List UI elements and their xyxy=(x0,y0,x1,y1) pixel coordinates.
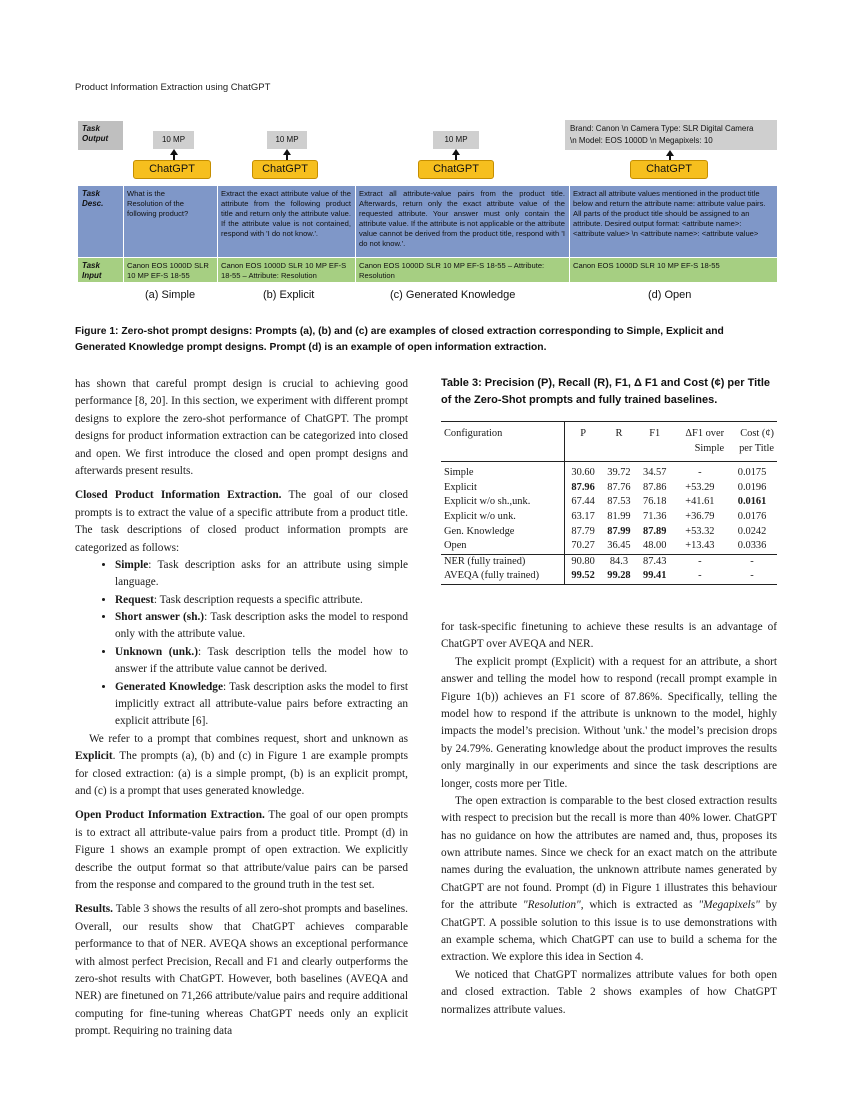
table-row: Explicit 87.96 87.76 87.86 +53.29 0.0196 xyxy=(441,481,777,496)
output-box-b: 10 MP xyxy=(267,131,307,149)
input-d: Canon EOS 1000D SLR 10 MP EF-S 18-55 xyxy=(573,261,720,270)
chatgpt-box-a: ChatGPT xyxy=(133,160,211,179)
right-column xyxy=(441,619,777,1019)
chatgpt-box-c: ChatGPT xyxy=(418,160,494,179)
table-caption: Table 3: Precision (P), Recall (R), F1, Δ F1 and Cost (¢) per Title of the Zero-Shot prompts and fully trained baselines. xyxy=(441,377,771,406)
subcaption-d: (d) Open xyxy=(648,289,692,301)
row-label-output: Task Output xyxy=(78,121,123,150)
output-box-c: 10 MP xyxy=(433,131,479,149)
table-row: Open 70.27 36.45 48.00 +13.43 0.0336 xyxy=(441,539,777,554)
table-row: Explicit w/o sh.,unk. 67.44 87.53 76.18 +41.61 0.0161 xyxy=(441,495,777,510)
bullet-list xyxy=(75,557,408,731)
desc-c: Extract all attribute-value pairs from the product title. Afterwards, return only the exact attribute value of the requested attribute. Your answer must only contain the attribute value. If the attribute is not applicable or the attribute value cannot be derived from the product title, respond with 'I do not know.'. xyxy=(359,189,565,249)
paragraph: The open extraction is comparable to the best closed extraction results with respect to precision but the recall is more than 40% lower. ChatGPT has no guidance on how the attributes are named and, thus, proposes its own attribute names. Since we check for an exact match on the attribute names during the evaluation, the unknown attribute names generated by ChatGPT are not found. Prompt (d) in Figure 1 illustrates this behaviour for the attribute "Resolution", which is extracted as "Megapixels" by ChatGPT. A possible solution to this issue is to use demonstrations with an example schema, which ChatGPT can use to build a schema for the extraction. We explore this idea in Section 4. xyxy=(441,794,777,964)
section-heading: Results. xyxy=(75,903,113,916)
chatgpt-box-d: ChatGPT xyxy=(630,160,708,179)
list-item: • Unknown (unk.): Task description tells the model how to answer if the attribute value cannot be derived. xyxy=(115,644,408,679)
paragraph: for task-specific finetuning to achieve these results is an advantage of ChatGPT over AVEQA and NER. xyxy=(441,621,777,651)
results-table xyxy=(441,421,777,585)
paragraph-closed: Closed Product Information Extraction. The goal of our closed prompts is to extract the value of a specific attribute from a product title. The task descriptions of closed product information prompts are categorized as follows: xyxy=(75,489,408,554)
paragraph: The explicit prompt (Explicit) with a request for an attribute, a short answer and telling the model how to respond (recall prompt example in Figure 1(b)) achieves an F1 score of 87.86%. Specifically, telling the model how to respond if the attribute is unknown to the model, highly impacts the model’s precision. Without 'unk.' the model’s precision drops by 24.79%. Generating knowledge about the product improves the results only marginally in our experiments and since the task descriptions are longer, costs more per Title. xyxy=(441,655,777,790)
list-item: • Generated Knowledge: Task description asks the model to first implicitly extract all attribute-value pairs before extracting an explicit attribute [6]. xyxy=(115,679,408,731)
desc-b: Extract the exact attribute value of the attribute from the following product title and return only the attribute value. If the attribute value is not contained, respond with 'I do not know.'. xyxy=(221,189,351,239)
table-row: AVEQA (fully trained) 99.52 99.28 99.41 - - xyxy=(441,569,777,584)
subcaption-c: (c) Generated Knowledge xyxy=(390,289,516,301)
list-item: • Simple: Task description asks for an attribute using simple language. xyxy=(115,557,408,592)
paragraph: has shown that careful prompt design is crucial to achieving good performance [8, 20]. In this section, we experiment with different prompt designs to explore the zero-shot performance of ChatGPT. The prompt designs for product information extraction can be categorized into closed and open. We first introduce the closed and open prompt designs and afterwards present results. xyxy=(75,378,408,477)
input-a: Canon EOS 1000D SLR 10 MP EF-S 18-55 xyxy=(127,261,209,281)
table-row: NER (fully trained) 90.80 84.3 87.43 - - xyxy=(441,554,777,569)
subcaption-a: (a) Simple xyxy=(145,289,196,301)
output-box-a: 10 MP xyxy=(153,131,194,149)
left-column xyxy=(75,376,408,1040)
desc-a: What is the Resolution of the following product? xyxy=(127,189,189,219)
paragraph: We noticed that ChatGPT normalizes attribute values for both open and closed extraction. Table 2 shows examples of how ChatGPT normalizes attribute values. xyxy=(441,968,777,1016)
subcaption-b: (b) Explicit xyxy=(263,289,315,301)
paragraph: We refer to a prompt that combines request, short and unknown as Explicit. The prompts (a), (b) and (c) in Figure 1 are example prompts for closed extraction: (a) is a simple prompt, (b) is an explicit prompt, and (c) is a prompt that uses generated knowledge. xyxy=(75,732,408,797)
row-label-desc: Task Desc. xyxy=(78,186,123,257)
input-b: Canon EOS 1000D SLR 10 MP EF-S 18-55 – Attribute: Resolution xyxy=(221,261,347,281)
figure-1 xyxy=(78,118,778,308)
paragraph-results: Results. Table 3 shows the results of all zero-shot prompts and baselines. Overall, our results show that ChatGPT achieves comparable performance to that of NER. AVEQA shows an exceptional performance with almost perfect Precision, Recall and F1 and clearly outperforms the zero-shot results with ChatGPT. However, both baselines (AVEQA and NER) are finetuned on 71,266 attribute/value pairs and require additional computing for fine-tuning whereas ChatGPT needs only an explicit prompt. Requiring no training data xyxy=(75,903,408,1038)
list-item: • Request: Task description requests a specific attribute. xyxy=(115,592,408,609)
table-row: Explicit w/o unk. 63.17 81.99 71.36 +36.79 0.0176 xyxy=(441,510,777,525)
table-header-row: Configuration P R F1 ΔF1 over Simple Cost (¢) per Title xyxy=(441,422,777,462)
list-item: • Short answer (sh.): Task description asks the model to respond only with the attribute value. xyxy=(115,609,408,644)
figure-caption: Figure 1: Zero-shot prompt designs: Prompts (a), (b) and (c) are examples of closed extraction corresponding to Simple, Explicit and Generated Knowledge prompt designs. Prompt (d) is an example of open information extraction. xyxy=(75,326,724,353)
output-box-d: Brand: Canon \n Camera Type: SLR Digital Camera \n Model: EOS 1000D \n Megapixels: 10 xyxy=(565,120,777,150)
table-row: Simple 30.60 39.72 34.57 - 0.0175 xyxy=(441,462,777,481)
desc-d: Extract all attribute values mentioned in the product title below and return the attribute name: attribute value pairs. All parts of the product title should be assigned to an attribute. Desired output format: <attribute name>: <attribute value> \n <attribute name>: <attribute value> xyxy=(573,189,766,239)
section-heading: Closed Product Information Extraction. xyxy=(75,489,282,502)
input-c: Canon EOS 1000D SLR 10 MP EF-S 18-55 – Attribute: Resolution xyxy=(359,261,545,281)
row-label-input: Task Input xyxy=(78,258,123,282)
table-row: Gen. Knowledge 87.79 87.99 87.89 +53.32 0.0242 xyxy=(441,525,777,540)
section-heading: Open Product Information Extraction. xyxy=(75,809,265,822)
paragraph-open: Open Product Information Extraction. The goal of our open prompts is to extract all attribute-value pairs from a product title. Prompt (d) in Figure 1 shows an example prompt of open extraction. We explicitly describe the output format so that attribute/value pairs can be parsed from the response and compared to the ground truth in the test set. xyxy=(75,809,409,891)
chatgpt-box-b: ChatGPT xyxy=(252,160,318,179)
running-head: Product Information Extraction using ChatGPT xyxy=(75,82,271,93)
